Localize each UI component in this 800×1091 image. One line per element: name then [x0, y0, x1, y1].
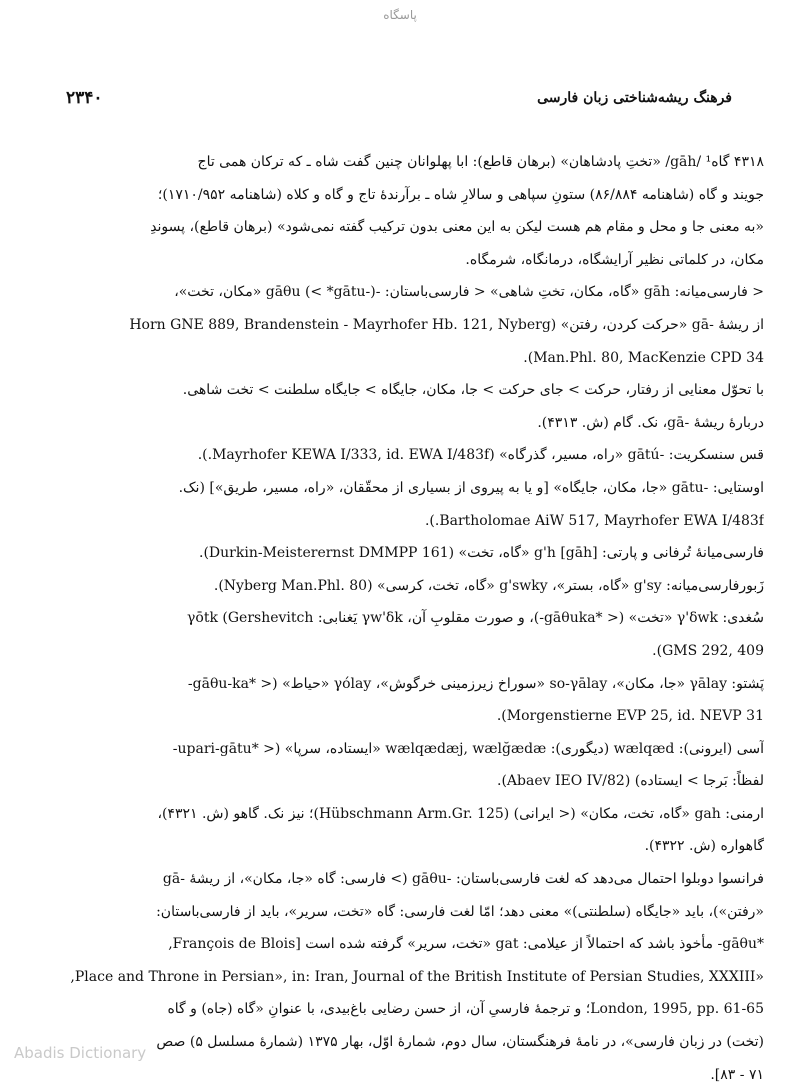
entry-line: پَشتو: γālay «جا، مکان»، so-γālay «سوراخ زیرزمینی خرگوش»، γólay «حیاط» (< *gāθu-ka-: [187, 675, 764, 692]
entry-line: «Place and Throne in Persian», in: Iran, Journal of the British Institute of Persian Studies, XXXIII,: [70, 968, 764, 985]
entry-line: جویند و گاه (شاهنامه ۸۶/۸۸۴) ستونِ سپاهی و سالارِ شاه ـ برآرندهٔ تاج و گاه و کلاه (شاهنامه ۱۷۱۰/۹۵۲)؛: [157, 186, 764, 203]
site-label: پاسگاه: [383, 8, 417, 22]
entry-line: < فارسی‌میانه: gāh «گاه، مکان، تختِ شاهی» < فارسی‌باستان: -gāθu (< *gātu-) «مکان، تخت»،: [174, 284, 764, 301]
entry-line: «به معنی جا و محل و مقام هم هست لیکن به این معنی بدون ترکیب گفته نمی‌شود» (برهان قاطع)، پسوندِ: [150, 219, 764, 236]
entry-line: GMS 292, 409).: [652, 642, 764, 659]
dictionary-entry: [34, 146, 764, 1091]
entry-line: ۷۱ - ۸۳].: [710, 1066, 764, 1083]
entry-line: زَبورفارسی‌میانه: g'sy «گاه، بستر»، g'swky «گاه، تخت، کرسی» (Nyberg Man.Phl. 80).: [213, 577, 764, 594]
entry-line: (تخت) در زبان فارسی»، در نامهٔ فرهنگستان، سال دوم، شمارهٔ اوّل، بهار ۱۳۷۵ (شمارهٔ مسلسل ۵) صص: [156, 1034, 764, 1051]
book-title: فرهنگ ریشه‌شناختی زبان فارسی: [537, 90, 732, 106]
entry-line: Man.Phl. 80, MacKenzie CPD 34).: [523, 349, 764, 366]
page-header: [66, 88, 732, 118]
entry-line: «رفتن»)، باید «جایگاه (سلطنتی)» معنی دهد؛ امّا لغت فارسی: گاه «تخت، سریر»، باید از فارسی‌باستان:: [156, 903, 764, 920]
entry-line: فارسی‌میانهٔ تُرفانی و پارتی: g'h [gāh] «گاه، تخت» (Durkin-Meisterernst DMMPP 161).: [199, 545, 764, 562]
entry-line: سُغدی: γ'δwk «تخت» (< *gāθuka-)، و صورت مقلوبِ آن، γw'δk یَغنابی: γōtk (Gershevitch: [187, 610, 764, 627]
entry-line: اوستایی: -gātu «جا، مکان، جایگاه» [و یا به پیروی از بسیاری از محقّقان، «راه، مسیر، طریق»] (نک.: [178, 479, 764, 496]
page-number: ۲۳۴۰: [66, 88, 103, 108]
entry-line: مکان، در کلماتی نظیر آرایشگاه، درمانگاه، شرمگاه.: [465, 251, 764, 268]
entry-line: دربارهٔ ریشهٔ -gā، نک. گام (ش. ۴۳۱۳).: [537, 414, 764, 431]
entry-line: از ریشهٔ -gā «حرکت کردن، رفتن» (Horn GNE 889, Brandenstein - Mayrhofer Hb. 121, Nyberg: [129, 316, 764, 333]
entry-line: *gāθu- مأخوذ باشد که احتمالاً از عیلامی: gat «تخت، سریر» گرفته شده است [François de Blois,: [168, 936, 764, 953]
entry-line: لفظاً: بَرجا > ایستاده) (Abaev IEO IV/82).: [497, 773, 764, 790]
entry-line: با تحوّل معنایی از رفتار، حرکت > جای حرکت > جا، مکان، جایگاه > جایگاه سلطنت > تخت شاهی.: [182, 382, 764, 399]
entry-line: London, 1995, pp. 61-65؛ و ترجمهٔ فارسیِ آن، از حسن رضایی باغ‌بیدی، با عنوانِ «گاه (جاه) و گاه: [167, 1001, 764, 1018]
entry-line: Morgenstierne EVP 25, id. NEVP 31).: [496, 708, 764, 725]
entry-line: Bartholomae AiW 517, Mayrhofer EWA I/483f.).: [424, 512, 764, 529]
entry-line: ۴۳۱۸ گاه¹ /gāh/ «تختِ پادشاهان» (برهان قاطع): ابا پهلوانان چنین گفت شاه ـ که ترکان همی تاج: [197, 154, 764, 170]
watermark: Abadis Dictionary: [14, 1044, 147, 1062]
entry-line: گاهواره (ش. ۴۳۲۲).: [644, 838, 764, 855]
entry-line: قس سنسکریت: -gātú «راه، مسیر، گذرگاه» (Mayrhofer KEWA I/333, id. EWA I/483f.).: [197, 447, 764, 464]
entry-line: ارمنی: gah «گاه، تخت، مکان» (< ایرانی) (Hübschmann Arm.Gr. 125)؛ نیز نک. گاهو (ش. ۴۳۲۱)،: [157, 805, 764, 822]
entry-line: آسی (ایرونی): wælqæd (دیگوری): wælqædæj, wælğædæ «ایستاده، سرپا» (< *upari-gātu-: [172, 740, 764, 757]
entry-line: فرانسوا دوبلوا احتمال می‌دهد که لغت فارسی‌باستان: -gāθu (> فارسی: گاه «جا، مکان»، از ریشهٔ -gā: [162, 871, 764, 888]
